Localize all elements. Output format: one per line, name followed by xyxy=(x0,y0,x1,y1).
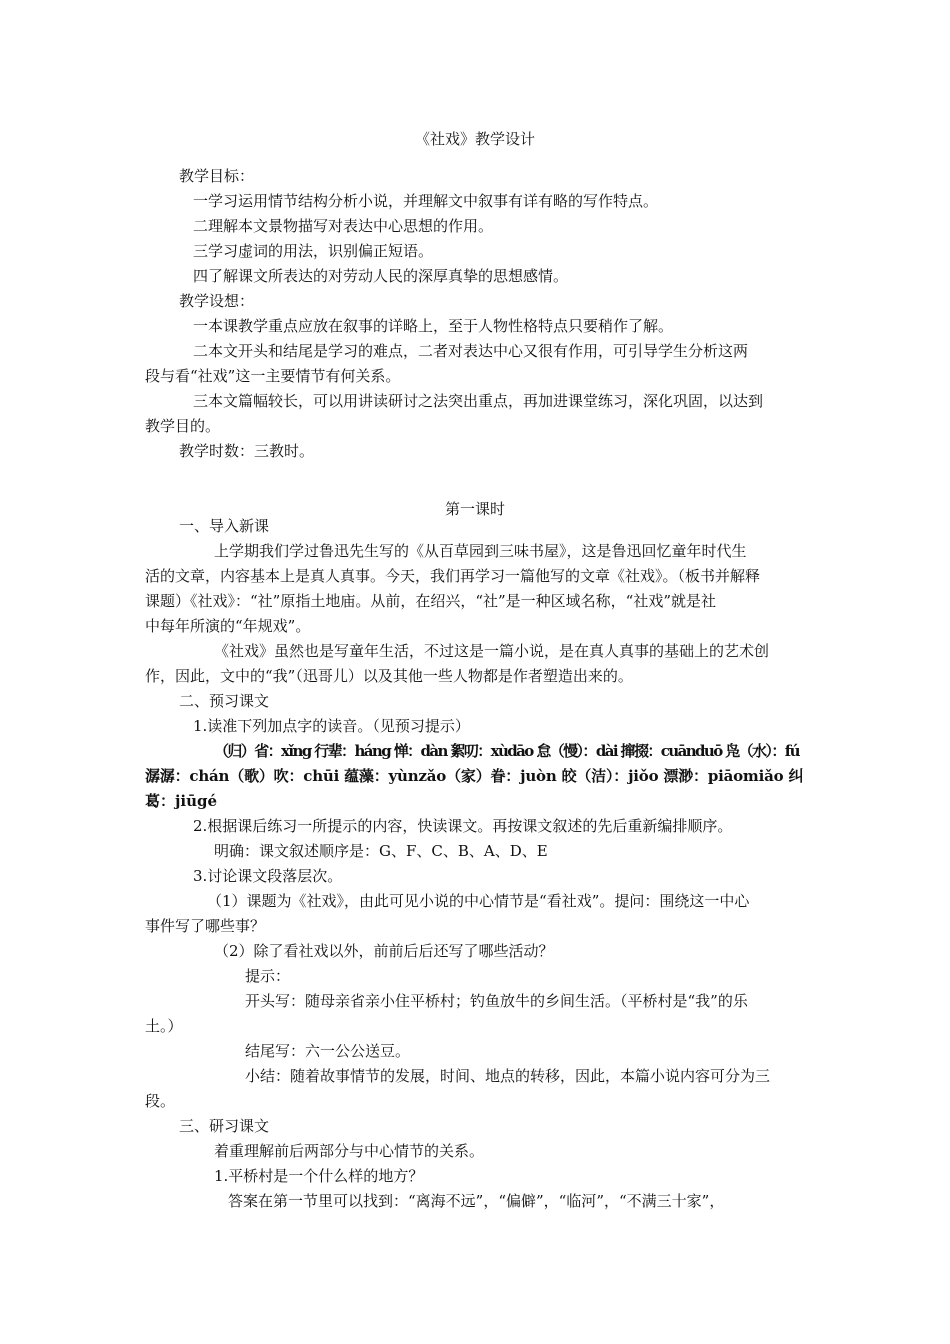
text-line: 一学习运用情节结构分析小说，并理解文中叙事有详有略的写作特点。 xyxy=(193,192,659,210)
text-line: 课题）《社戏》：“社”原指土地庙。从前，在绍兴，“社”是一种区域名称，“社戏”就是社 xyxy=(145,592,717,610)
text-line: 教学目的。 xyxy=(145,417,221,435)
text-line: 段。 xyxy=(145,1092,176,1110)
text-line: 上学期我们学过鲁迅先生写的《从百草园到三味书屋》，这是鲁迅回忆童年时代生 xyxy=(214,542,747,560)
text-line: 教学时数：三教时。 xyxy=(179,442,315,460)
text-line: 提示： xyxy=(245,967,291,985)
text-line: 一本课教学重点应放在叙事的详略上，至于人物性格特点只要稍作了解。 xyxy=(193,317,674,335)
text-line: 明确：课文叙述顺序是：G、F、C、B、A、D、E xyxy=(214,842,548,860)
text-line: 三学习虚词的用法，识别偏正短语。 xyxy=(193,242,434,260)
text-line: 中每年所演的“年规戏”。 xyxy=(145,617,311,635)
text-line: 《社戏》虽然也是写童年生活，不过这是一篇小说，是在真人真事的基础上的艺术创 xyxy=(214,642,770,660)
text-line: 二理解本文景物描写对表达中心思想的作用。 xyxy=(193,217,494,235)
text-line: 三本文篇幅较长，可以用讲读研讨之法突出重点，再加进课堂练习，深化巩固，以达到 xyxy=(193,392,764,410)
text-line: 小结：随着故事情节的发展，时间、地点的转移，因此，本篇小说内容可分为三 xyxy=(245,1067,771,1085)
text-line: 开头写：随母亲省亲小住平桥村；钓鱼放牛的乡间生活。（平桥村是“我”的乐 xyxy=(245,992,748,1010)
text-line: 2.根据课后练习一所提示的内容，快读课文。再按课文叙述的先后重新编排顺序。 xyxy=(193,817,733,835)
text-line: （2）除了看社戏以外，前前后后还写了哪些活动？ xyxy=(214,942,554,960)
text-line: 一、导入新课 xyxy=(179,517,270,535)
text-line: 答案在第一节里可以找到：“离海不远”，“偏僻”，“临河”，“不满三十家”， xyxy=(228,1192,725,1210)
text-line: 活的文章，内容基本上是真人真事。今天，我们再学习一篇他写的文章《社戏》。（板书并解释 xyxy=(145,567,761,585)
text-line: 事件写了哪些事？ xyxy=(145,917,266,935)
text-line: 教学设想： xyxy=(179,292,255,310)
text-line: 结尾写：六一公公送豆。 xyxy=(245,1042,411,1060)
text-line: 3.讨论课文段落层次。 xyxy=(193,867,343,885)
text-line: 三、研习课文 xyxy=(179,1117,270,1135)
text-line: 葛：jiūgé xyxy=(145,792,218,810)
text-line: （1）课题为《社戏》，由此可见小说的中心情节是“看社戏”。提问：围绕这一中心 xyxy=(207,892,750,910)
section-heading-lesson-1: 第一课时 xyxy=(444,500,505,518)
text-line: 1.读准下列加点字的读音。（见预习提示） xyxy=(193,717,470,735)
text-line: 二、预习课文 xyxy=(179,692,270,710)
text-line: 潺潺：chán（歌）吹：chūi 蕴藻：yùnzǎo（家）眷：juòn 皎（洁）：jiǒo 漂渺：piāomiǎo 纠 xyxy=(145,767,804,785)
text-line: 作，因此，文中的“我”（迅哥儿）以及其他一些人物都是作者塑造出来的。 xyxy=(145,667,633,685)
text-line: 四了解课文所表达的对劳动人民的深厚真挚的思想感情。 xyxy=(193,267,569,285)
text-line: 二本文开头和结尾是学习的难点，二者对表达中心又很有作用，可引导学生分析这两 xyxy=(193,342,749,360)
text-line: （归）省：xǐng 行辈：háng 惮：dàn 絮叨：xùdāo 怠（慢）：dài 撺掇：cuānduō 凫（水）：fú xyxy=(214,742,799,760)
text-line: 着重理解前后两部分与中心情节的关系。 xyxy=(214,1142,485,1160)
text-line: 土。） xyxy=(145,1017,183,1035)
document-title: 《社戏》教学设计 xyxy=(414,130,535,148)
text-line: 1.平桥村是一个什么样的地方？ xyxy=(214,1167,424,1185)
text-line: 段与看“社戏”这一主要情节有何关系。 xyxy=(145,367,401,385)
text-line: 教学目标： xyxy=(179,167,255,185)
